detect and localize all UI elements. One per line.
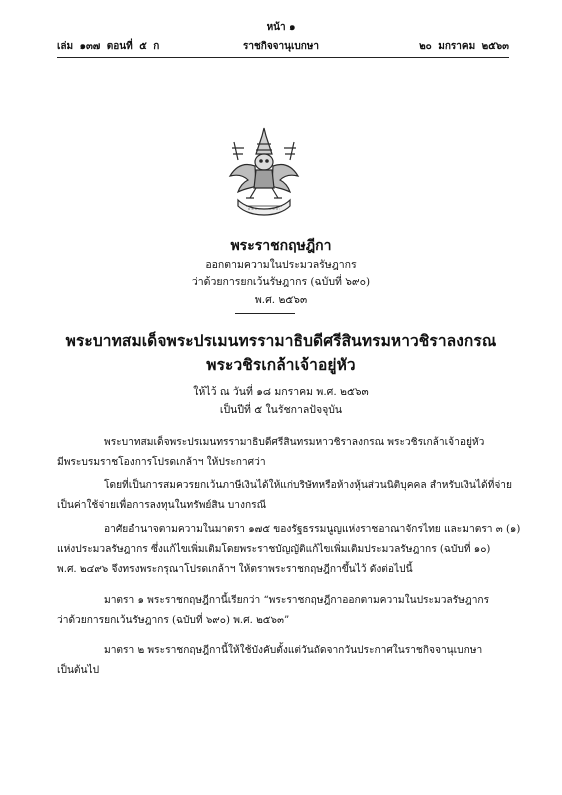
preamble-line-2: มีพระบรมราชโองการโปรดเกล้าฯ ให้ประกาศว่า: [57, 457, 266, 468]
rationale-line-2: เป็นค่าใช้จ่ายเพื่อการลงทุนในทรัพย์สิน บางกรณี: [57, 500, 267, 511]
decree-title: พระราชกฤษฎีกา: [230, 238, 332, 254]
authority-line-3: พ.ศ. ๒๔๙๖ จึงทรงพระกรุณาโปรดเกล้าฯ ให้ตราพระราชกฤษฎีกาขึ้นไว้ ดังต่อไปนี้: [57, 564, 413, 575]
publication-name: ราชกิจจานุเบกษา: [242, 41, 320, 52]
volume-issue: เล่ม ๑๓๗ ตอนที่ ๕ ก: [57, 41, 160, 52]
royal-garuda-emblem-icon: [216, 126, 312, 222]
section-1-line-1: มาตรา ๑ พระราชกฤษฎีกานี้เรียกว่า “พระราชกฤษฎีกาออกตามความในประมวลรัษฎากร: [104, 595, 490, 606]
section-2-line-2: เป็นต้นไป: [57, 665, 100, 676]
king-name-line-2: พระวชิรเกล้าเจ้าอยู่หัว: [206, 355, 356, 374]
title-rule: [235, 313, 295, 314]
decree-subtitle-2: ว่าด้วยการยกเว้นรัษฎากร (ฉบับที่ ๖๙๐): [191, 276, 371, 288]
preamble-line-1: พระบาทสมเด็จพระปรเมนทรรามาธิบดีศรีสินทรมหาวชิราลงกรณ พระวชิรเกล้าเจ้าอยู่หัว: [104, 437, 485, 448]
reign-year: เป็นปีที่ ๕ ในรัชกาลปัจจุบัน: [219, 404, 343, 416]
authority-line-2: แห่งประมวลรัษฎากร ซึ่งแก้ไขเพิ่มเติมโดยพระราชบัญญัติแก้ไขเพิ่มเติมประมวลรัษฎากร (ฉบับที่ ๑๐): [57, 544, 491, 555]
section-2-line-1: มาตรา ๒ พระราชกฤษฎีกานี้ให้ใช้บังคับตั้งแต่วันถัดจากวันประกาศในราชกิจจานุเบกษา: [104, 645, 483, 656]
page-number: หน้า ๑: [266, 22, 296, 33]
given-date: ให้ไว้ ณ วันที่ ๑๘ มกราคม พ.ศ. ๒๕๖๓: [193, 386, 369, 398]
decree-year: พ.ศ. ๒๕๖๓: [254, 294, 308, 306]
publication-date: ๒๐ มกราคม ๒๕๖๓: [419, 41, 509, 52]
king-name-line-1: พระบาทสมเด็จพระปรเมนทรรามาธิบดีศรีสินทรมหาวชิราลงกรณ: [65, 331, 497, 350]
decree-subtitle-1: ออกตามความในประมวลรัษฎากร: [205, 259, 357, 271]
authority-line-1: อาศัยอำนาจตามความในมาตรา ๑๗๕ ของรัฐธรรมนูญแห่งราชอาณาจักรไทย และมาตรา ๓ (๑): [104, 524, 521, 535]
section-1-line-2: ว่าด้วยการยกเว้นรัษฎากร (ฉบับที่ ๖๙๐) พ.ศ. ๒๕๖๓”: [57, 615, 290, 626]
rationale-line-1: โดยที่เป็นการสมควรยกเว้นภาษีเงินได้ให้แก่บริษัทหรือห้างหุ้นส่วนนิติบุคคล สำหรับเงินได้ที่จ่าย: [104, 480, 512, 491]
header-rule: [57, 57, 509, 58]
